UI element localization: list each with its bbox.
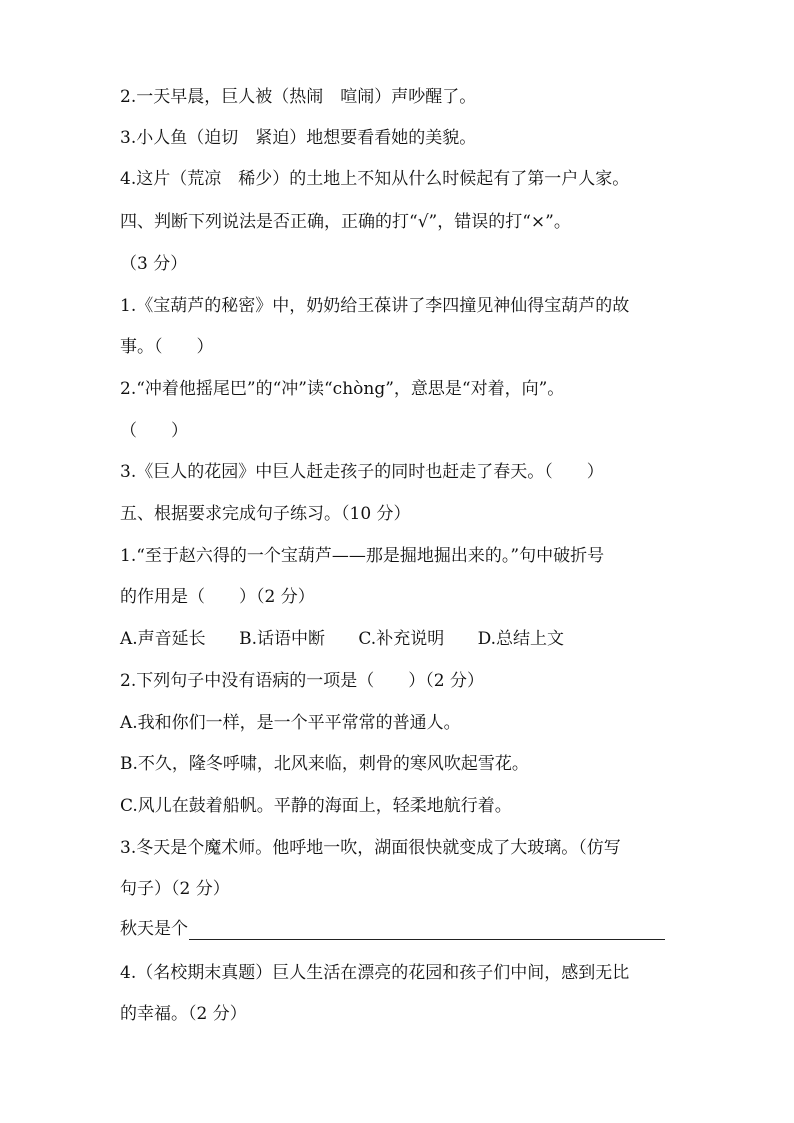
imitation-prefix: 秋天是个 (120, 919, 188, 939)
section-5-title: 五、根据要求完成句子练习。（10 分） (120, 504, 411, 524)
word-choice-q3: 3.小人鱼（迫切 紧迫）地想要看看她的美貌。 (120, 128, 477, 148)
sentence-q3-line1: 3.冬天是个魔术师。他呼地一吹，湖面很快就变成了大玻璃。（仿写 (120, 838, 621, 858)
sentence-q2: 2.下列句子中没有语病的一项是（ ）（2 分） (120, 671, 484, 691)
option-b: B.话语中断 (239, 629, 325, 649)
option-c: C.补充说明 (358, 629, 445, 649)
sentence-q4-line1: 4.（名校期末真题）巨人生活在漂亮的花园和孩子们中间，感到无比 (120, 963, 630, 983)
section-4-score: （3 分） (120, 254, 188, 274)
sentence-q2-option-a: A.我和你们一样，是一个平平常常的普通人。 (120, 713, 461, 733)
answer-blank-line[interactable] (189, 921, 665, 940)
word-choice-q4: 4.这片（荒凉 稀少）的土地上不知从什么时候起有了第一户人家。 (120, 169, 630, 189)
option-a: A.声音延长 (120, 629, 206, 649)
word-choice-q2: 2.一天早晨，巨人被（热闹 喧闹）声吵醒了。 (120, 87, 477, 107)
sentence-q4-line2: 的幸福。（2 分） (120, 1004, 247, 1024)
section-4-title: 四、判断下列说法是否正确，正确的打“√”，错误的打“×”。 (120, 212, 571, 232)
judge-q3: 3.《巨人的花园》中巨人赶走孩子的同时也赶走了春天。（ ） (120, 462, 604, 482)
sentence-q2-option-b: B.不久，隆冬呼啸，北风来临，刺骨的寒风吹起雪花。 (120, 754, 529, 774)
sentence-q2-option-c: C.风儿在鼓着船帆。平静的海面上，轻柔地航行着。 (120, 796, 512, 816)
sentence-q1-options (120, 628, 564, 650)
judge-q2-line1: 2.“冲着他摇尾巴”的“冲”读“chòng”，意思是“对着，向”。 (120, 379, 565, 399)
judge-q1-line2: 事。（ ） (120, 337, 214, 357)
option-d: D.总结上文 (477, 629, 565, 649)
imitation-answer-row (120, 918, 665, 940)
sentence-q1-line2: 的作用是（ ）（2 分） (120, 587, 315, 607)
judge-q1-line1: 1.《宝葫芦的秘密》中，奶奶给王葆讲了李四撞见神仙得宝葫芦的故 (120, 296, 630, 316)
sentence-q3-line2: 句子）（2 分） (120, 879, 230, 899)
sentence-q1-line1: 1.“至于赵六得的一个宝葫芦——那是掘地掘出来的。”句中破折号 (120, 546, 605, 566)
judge-q2-line2: （ ） (120, 421, 188, 441)
